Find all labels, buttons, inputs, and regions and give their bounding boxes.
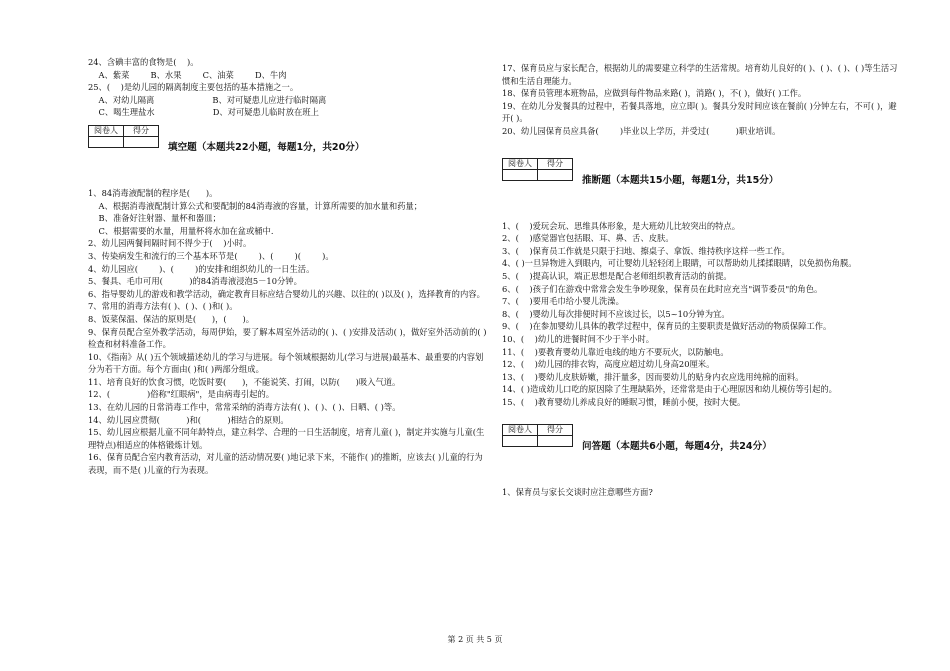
list-item: 9、( )在参加婴幼儿具体的教学过程中，保育员的主要职责是做好活动的物质保障工作。	[502, 321, 832, 332]
list-item: 12、( )俗称"红眼病"，是由病毒引起的。	[88, 389, 275, 400]
list-item: 17、保育员应与家长配合，根据幼儿的需要建立科学的生活常规。培育幼儿良好的( )、( )、( )、( )等生活习惯和生活自理能力。	[502, 63, 898, 86]
reviewer-cell	[89, 136, 124, 147]
list-item: 8、( )婴幼儿每次排便时间不应该过长，以5~10分钟为宜。	[502, 308, 730, 319]
qa-section-header	[502, 424, 902, 476]
score-label: 得分	[538, 425, 573, 436]
score-table	[88, 125, 159, 148]
list-item: 11、( )要教育婴幼儿靠近电线的地方不要玩火，以防触电。	[502, 346, 729, 357]
list-item: C、根据需要的水量，用量杯将水加在盆或桶中.	[88, 225, 274, 236]
list-item: 6、指导婴幼儿的游戏和教学活动，确定教育目标应结合婴幼儿的兴趣、以往的( )以及( )，选择教育的内容。	[88, 288, 485, 299]
list-item: 9、保育员配合室外教学活动，每周伊始，要了解本周室外活动的( )、( )安排及活动( )，做好室外活动前的( )检查和材料准备工作。	[88, 326, 487, 350]
reviewer-label: 阅卷人	[89, 125, 124, 136]
list-item: 2、幼儿园两餐间隔时间不得少于( )小时。	[88, 238, 252, 249]
list-item: 15、( )教育婴幼儿养成良好的睡眠习惯，睡前小便，按时大便。	[502, 396, 746, 407]
list-item: 24、含碘丰富的食物是( )。	[88, 57, 199, 67]
qa-question-list	[502, 486, 902, 499]
list-item: 5、( )提高认识，端正思想是配合老师组织教育活动的前提。	[502, 270, 732, 281]
list-item: 14、幼儿园应贯彻( )和( )相结合的原则。	[88, 414, 289, 425]
list-item: B、准备好注射器、量杯和器皿；	[88, 213, 221, 224]
right-column	[502, 62, 902, 499]
list-item: 10、《指南》从( )五个领域描述幼儿的学习与进展。每个领域根据幼儿(学习与进展)最基本、最重要的内容划分为若干方面。每个方面由( )和( )两部分组成。	[88, 351, 484, 375]
list-item: 12、( )幼儿园的排衣钩，高度应超过幼儿身高20厘米。	[502, 359, 715, 370]
score-table	[502, 424, 573, 447]
section-title: 填空题（本题共22小题，每题1分，共20分）	[168, 141, 365, 153]
list-item: 6、( )孩子们在游戏中常常会发生争吵现象，保育员在此时应充当"调节委员"的角色。	[502, 283, 823, 294]
judge-question-list	[502, 220, 902, 409]
list-item: 3、传染病发生和流行的三个基本环节是( )、( )( )。	[88, 250, 334, 261]
list-item: 2、( )感觉器官包括眼、耳、鼻、舌、皮肤。	[502, 233, 674, 244]
list-item: 1、84消毒液配制的程序是( )。	[88, 187, 218, 198]
left-column	[88, 56, 488, 477]
question-list-continued	[88, 56, 488, 119]
list-item: 3、( )保育员工作就是只限于扫地、擦桌子、拿饭、维持秩序这样一些工作。	[502, 245, 790, 256]
score-label: 得分	[124, 125, 159, 136]
list-item: 10、( )幼儿的进餐时间不少于半小时。	[502, 333, 655, 344]
list-item: 4、幼儿园应( )、( )的安排和组织幼儿的一日生活。	[88, 263, 315, 274]
list-item: 16、保育员配合室内教育活动，对儿童的活动情况要( )地记录下来，不能作( )的推断，应该去( )儿童的行为表现，而不是( )儿童的行为表现。	[88, 452, 483, 476]
score-cell	[124, 136, 159, 147]
list-item: 14、( )造成幼儿口吃的原因除了生理缺陷外，还常常是由于心理原因和幼儿模仿等引起的。	[502, 384, 837, 395]
list-item: 7、( )要用毛巾给小婴儿洗澡。	[502, 296, 624, 307]
reviewer-label: 阅卷人	[503, 425, 538, 436]
fill-section-header	[88, 125, 488, 177]
list-item: 11、培育良好的饮食习惯，吃饭时要( )，不能说笑、打闹，以防( )吸入气道。	[88, 376, 401, 387]
reviewer-cell	[503, 169, 538, 180]
section-title: 问答题（本题共6小题，每题4分，共24分）	[582, 441, 772, 453]
reviewer-label: 阅卷人	[503, 158, 538, 169]
list-item: 1、( )爱玩会玩、思维具体形象，是大班幼儿比较突出的特点。	[502, 220, 741, 231]
list-item: 1、保育员与家长交谈时应注意哪些方面?	[502, 487, 653, 498]
page-number: 第 2 页 共 5 页	[447, 635, 503, 644]
list-item: 20、幼儿园保育员应具备( )毕业以上学历，并受过( )职业培训。	[502, 125, 781, 136]
list-item: 19、在幼儿分发餐具的过程中，若餐具落地，应立即( )。餐具分发时间应该在餐前( )分钟左右，不可( )，避开( )。	[502, 100, 897, 124]
list-item: 8、饭菜保温、保洁的原则是( )，( )。	[88, 313, 255, 324]
list-item: 13、( )婴幼儿皮肤娇嫩，排汗量多，因而要幼儿的贴身内衣应选用纯棉的面料。	[502, 371, 804, 382]
list-item: 15、幼儿园应根据儿童不同年龄特点，建立科学、合理的一日生活制度，培育儿童( )，制定并实施与儿童(生理特点)相适应的体格锻炼计划。	[88, 427, 485, 450]
list-item: 5、餐具、毛巾可用( )的84消毒液浸泡5－10分钟。	[88, 276, 302, 287]
score-cell	[538, 169, 573, 180]
list-item: 18、保育员管理本班物品，应做到每件物品来路( )，消路( )，不( )，做好( )工作。	[502, 88, 807, 99]
score-cell	[538, 436, 573, 447]
list-item: 25、( )是幼儿园的隔离制度主要包括的基本措施之一。	[88, 82, 299, 93]
list-item: A、根据消毒液配制计算公式和要配制的84消毒液的容量，计算所需要的加水量和药量；	[88, 200, 423, 211]
score-table	[502, 158, 573, 181]
list-item: 4、( )一旦异物进入到眼内，可让婴幼儿轻轻闭上眼睛，可以帮助幼儿揉揉眼睛，以免损伤角膜。	[502, 258, 857, 269]
list-item: 7、常用的消毒方法有( )、( )、( )和( )。	[88, 301, 238, 312]
judge-section-header	[502, 158, 902, 210]
list-item: A、对幼儿隔离 B、对可疑患儿应进行临时隔离	[88, 94, 327, 105]
list-item: A、紫菜 B、水果 C、油菜 D、牛肉	[88, 69, 287, 80]
score-label: 得分	[538, 158, 573, 169]
fill-question-list-continued	[502, 62, 902, 138]
section-title: 推断题（本题共15小题，每题1分，共15分）	[582, 174, 779, 186]
list-item: C、喝生理盐水 D、对可疑患儿临时放在班上	[88, 107, 319, 118]
fill-question-list	[88, 187, 488, 477]
reviewer-cell	[503, 436, 538, 447]
list-item: 13、在幼儿园的日常消毒工作中，常常采纳的消毒方法有( )、( )、( )、日晒、( )等。	[88, 402, 401, 413]
